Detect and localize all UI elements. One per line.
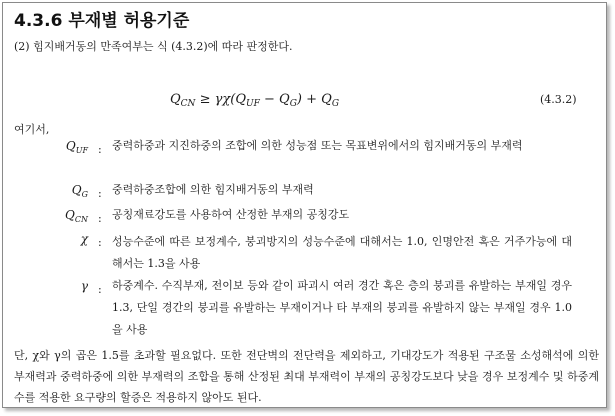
definition-symbol: $Q_{UF}$ xyxy=(65,139,88,155)
equation-number: (4.3.2) xyxy=(540,93,577,106)
definition-symbol: $Q_{CN}$ xyxy=(65,208,88,224)
definition-symbol: $Q_G$ xyxy=(71,183,88,199)
equation-4-3-2: $Q_{CN} \ge \gamma\chi(Q_{UF} - Q_G) + Q_G$ xyxy=(170,92,340,109)
where-label: 여기서, xyxy=(14,123,50,136)
section-number: 4.3.6 xyxy=(14,11,63,31)
definition-colon: : xyxy=(98,236,102,249)
definition-text: 중력하중조합에 의한 힘지배거동의 부재력 xyxy=(112,183,314,196)
definition-text: 공칭재료강도를 사용하여 산정한 부재의 공칭강도 xyxy=(112,208,350,221)
definition-symbol: γ xyxy=(80,279,88,293)
section-title: 부재별 허용기준 xyxy=(68,11,190,31)
definition-colon: : xyxy=(98,212,102,225)
definition-symbol: χ xyxy=(80,232,88,246)
highlight-mark: χ xyxy=(222,92,231,107)
definition-text: 성능수준에 따른 보정계수, 붕괴방지의 성능수준에 대해서는 1.0, 인명안전 혹은 거주가능에 대해서는 1.3을 사용 xyxy=(112,235,572,270)
definition-colon: : xyxy=(98,187,102,200)
definition-colon: : xyxy=(98,143,102,156)
section-heading xyxy=(14,6,189,31)
definition-colon: : xyxy=(98,283,102,296)
note-paragraph: 단, χ와 γ의 곱은 1.5를 초과할 필요없다. 또한 전단벽의 전단력을 제외하고, 기대강도가 적용된 구조물 소성해석에 의한 부재력과 중력하중에 의한 부재력의 조합을 통해 산정된 최대 부재력이 부재의 공칭강도보다 낮을 경우 보정계수 및 하중계수를 적용한 요구량의 할증은 적용하지 않아도 된다. xyxy=(14,349,599,404)
intro-paragraph: (2) 힘지배거동의 만족여부는 식 (4.3.2)에 따라 판정한다. xyxy=(14,40,293,53)
definition-text: 하중계수. 수직부재, 전이보 등와 같이 파괴시 여러 경간 혹은 층의 붕괴를 유발하는 부재일 경우 1.3, 단일 경간의 붕괴를 유발하는 부재이거나 타 부재의 붕괴를 유발하지 않는 부재일 경우 1.0을 사용 xyxy=(112,279,572,336)
definition-text: 중력하중과 지진하중의 조합에 의한 성능점 또는 목표변위에서의 힘지배거동의 부재력 xyxy=(112,139,523,152)
